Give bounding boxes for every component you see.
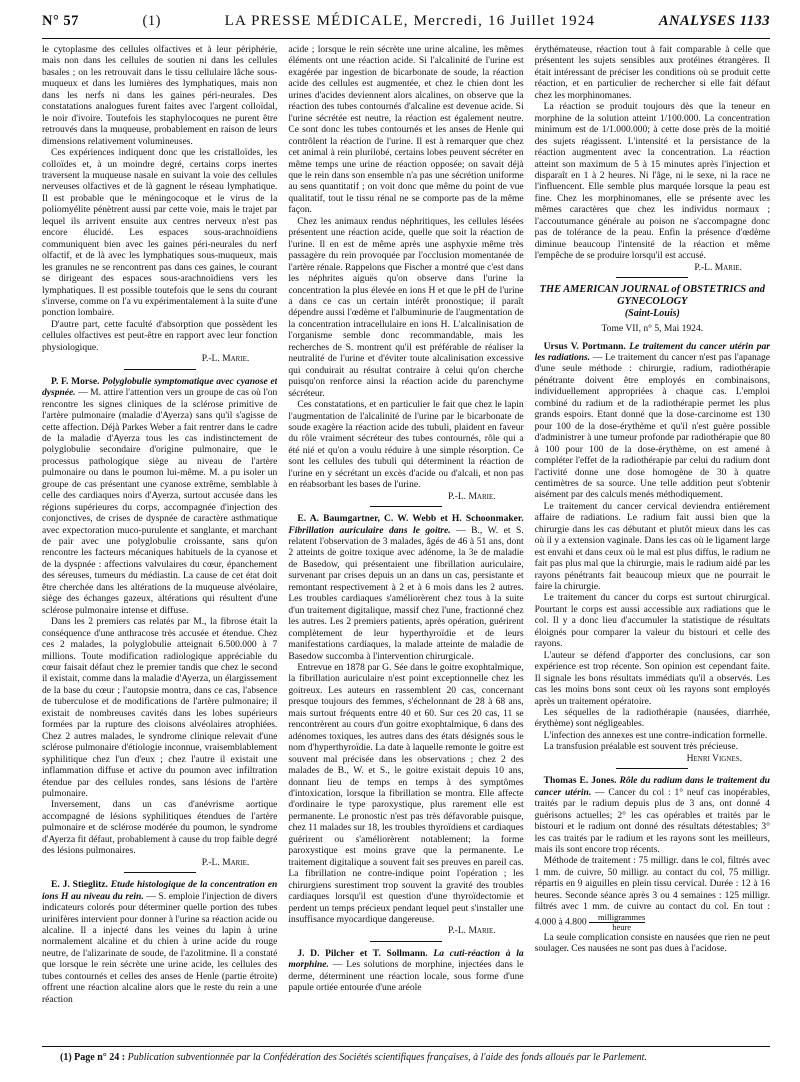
paragraph: Chez les animaux rendus néphritiques, les cellules lésées présentent une réaction acide, quelle que soit la réaction de l'urine. Il en est de même après une asphyxie même très passagère du rein provoquée par l'occlusion momentanée de l'artère rénale. Rappelons que Fischer a montré que c'est dans les néphrites aiguës qu'on observe dans l'urine la concentration la plus élevée en ions H et que le pH de l'urine a dans ce cas un certain intérêt pronostique; il paraît dépendre aussi l'œdème et l'albuminurie de l'augmentation de la concentration intracellulaire en ions H. L'alcalinisation de l'organisme semble donc recommandable, mais les recherches de S. montrent qu'il est préférable de réaliser la neutralité de l'urine et d'éviter toute alcalinisation excessive qui conduirait au résultat contraire à celui qu'on cherche puisqu'on renforce ainsi la réaction acide du parenchyme sécréteur. [288, 215, 524, 399]
footnote-text: Publication subventionnée par la Confédération des Sociétés scientifiques françaises, à l'aide des fonds alloués par le Parlement. [127, 1052, 647, 1063]
abstract-morse [42, 376, 277, 617]
journal-title: THE AMERICAN JOURNAL of OBSTETRICS and GYNECOLOGY [539, 284, 765, 308]
footnote-rule [42, 1046, 770, 1047]
paragraph: Le traitement du cancer cervical deviendra entièrement affaire de radiations. Le radium fait aussi bien que la chirurgie dans les cas débutant et plutôt mieux dans les cas où il y a extension vaginale. Dans les cas où le ligament large est envahi et dans ceux où le mal est plus diffus, le radium ne fait pas plus mal que la chirurgie, mais le radium aidé par les rayons pénétrants fait beaucoup mieux que ne pourrait le faire la chirurgie. [534, 500, 770, 593]
journal-issue: Tome VII, n° 5, Mai 1924. [601, 323, 704, 335]
column-2 [288, 44, 523, 1044]
signature: P.-L. Marie. [201, 353, 250, 365]
signature: P.-L. Marie. [201, 856, 250, 868]
article-author: J. D. Pilcher et T. Sollmann. [297, 947, 428, 959]
paragraph: Le traitement du cancer du corps est surtout chirurgical. Pourtant le corps est aussi accessible aux radiations que le col. Il y a donc lieu d'accumuler la statistique de résultats éloignés pour comparer la valeur du bistouri et celle des rayons. [534, 592, 770, 650]
paragraph: Dans les 2 premiers cas relatés par M., la fibrose était la conséquence d'une anthracose très accusée et étendue. Chez ces 2 malades, la polyglobulie atteignait 6.500.000 à 7 millions. Toute modification radiologique appréciable du cœur faisait défaut chez le premier tandis que chez le second il existait, comme dans la maladie d'Ayerza, un élargissement de la base du cœur ; l'autopsie montra, dans ce cas, l'absence de tuberculose et de modifications de l'artère pulmonaire; il existait de nombreuses cavités dans les lobes supérieurs formées par la rupture des cloisons alvéolaires atrophiées. Chez 2 autres malades, le syndrome clinique relevait d'une sclérose pulmonaire d'étiologie inconnue, vraisemblablement syphilitique chez l'un d'eux ; chez l'autre il existait une inflammation diffuse et active du poumon avec infiltration étendue par des cellules rondes, sans lésions de l'artère pulmonaire. [42, 616, 278, 799]
footnote-label: (1) Page n° 24 : [60, 1052, 126, 1063]
article-title: Rôle du radium dans le traitement du cancer utérin. [534, 775, 770, 798]
fraction [589, 913, 645, 932]
paragraph [535, 855, 770, 931]
page-header [42, 13, 770, 35]
paragraph: Ces expériences indiquent donc que les cristalloïdes, les colloïdes et, à un moindre degré, certains corps inertes traversent la muqueuse nasale en suivant la voie des cellules nerveuses olfactives et de là gagnent le réseau lymphatique. Il est probable que le méningocoque et le virus de la poliomyélite pénètrent aussi par cette voie, mais le trajet par lequel ils arrivent ensuite aux centres nerveux n'est pas encore élucidé. Les espaces sous-arachnoïdiens communiquent bien avec les gaines péri-neurales du nerf olfactif, et de là avec les lymphatiques sous-muqueux, mais les granules ne se rencontrent pas dans ces gaines, le courant se dirigeant des espaces sous-arachnoïdiens vers les lymphatiques. Il est possible toutefois que le sens du courant s'inverse, comme on l'a vu expérimentalement à la suite d'une ponction lombaire. [42, 147, 278, 319]
header-marker: (1) [142, 13, 161, 29]
article-author: Thomas E. Jones. [543, 775, 617, 787]
fraction-numerator: milligrammes [589, 913, 645, 923]
article-text: — M. attire l'attention vers un groupe de cas où l'on rencontre les signes cliniques de la sclérose primitive de l'artère pulmonaire (maladie d'Ayerza) sans qu'il s'agisse de cette affection. Déjà Parkes Weber a fait rentrer dans le cadre de la maladie d'Ayerza tous les cas indistinctement de polyglobulie secondaire d'origine pulmonaire, que le processus pathologique siège au niveau de l'artère pulmonaire ou dans le poumon lui-même. M. a pu isoler un groupe de cas présentant une cyanose extrême, semblable à celle des cardiaques noirs d'Ayerza, surtout accusée dans les régions supérieures du corps, accompagnée d'injection des conjonctives, de crises de dyspnée de caractère asthmatique avec expectoration muco-purulente et sanglante, et marchant de pair avec une polyglobulie croissante, sans qu'on rencontre les facteurs mécaniques habituels de la cyanose et de la dyspnée : affections valvulaires du cœur, épanchement des séreuses, tumeurs du médiastin. La cause de cet état doit être cherchée dans les altérations de la muqueuse alvéolaire, siège des échanges gazeux, altérations qui résultent d'une sclérose pulmonaire intense et diffuse. [42, 387, 278, 616]
paragraph: Entrevue en 1878 par G. Sée dans le goitre exophtalmique, la fibrillation auriculaire n'est point exceptionnelle chez les goitreux. Les auteurs en rassemblent 20 cas, concernant presque toujours des femmes, s'échelonnant de 28 à 68 ans, mais surtout fréquents entre 40 et 60. Sur ces 20 cas, 11 se rencontrèrent au cours d'un goitre exophtalmique, 6 dans des adénomes toxiques, les autres dans des états désignés sous le nom d'hyperthyroïdie. La date à laquelle remonte le goitre est souvent mal précisée dans les observations ; chez 2 des malades de B., W. et S., le goitre existait depuis 10 ans, donnant lieu de temps en temps à des symptômes d'intoxication, lorsque la fibrillation se montra. Elle affecte d'ordinaire le type paroxystique, plus rarement elle est permanente. Le pronostic n'est pas très défavorable puisque, chez 11 malades sur 18, les troubles thyroïdiens et cardiaques guérirent ou s'améliorèrent notablement; la forme paroxystique est moins grave que la permanente. Le traitement digitalique a souvent fait ses preuves en pareil cas. La fibrillation ne contre-indique point l'opération ; les chirurgiens surestiment trop souvent la gravité des troubles cardiaques lorsqu'il est question d'une thyroïdectomie et perdent un temps précieux pendant lequel peut s'installer une insuffisance myocardique dangereuse. [288, 662, 524, 925]
footnote [60, 1052, 770, 1063]
column-3 [535, 44, 770, 1044]
section-label: ANALYSES 1133 [658, 13, 770, 29]
separator [616, 277, 688, 278]
paragraph: Ces constatations, et en particulier le fait que chez le lapin l'augmentation de l'alcalinité de l'urine par le bicarbonate de soude exagère la réaction acide des tubuli, plaident en faveur du rôle vraiment sécréteur des tubes contournés, rôle qui a été nié et qu'on a voulu réduire à une simple résorption. Ce sont les cellules des tubuli qui déterminent la réaction de l'urine en y sécrétant un excès d'acide ou d'alcali, et non pas en réabsorbant les bases de l'urine. [288, 399, 524, 491]
paragraph: La transfusion préalable est souvent très précieuse. [543, 741, 738, 753]
paragraph: L'auteur se défend d'apporter des conclusions, car son expérience est trop récente. Son opinion est cependant faite. Il signale les bons résultats immédiats qu'il a observés. Les cas les moins bons sont ceux où les rayons sont employés après un traitement opératoire. [534, 649, 770, 707]
treatment-text: Méthode de traitement : 75 milligr. dans le col, filtrés avec 1 mm. de cuivre, 50 milligr. au contact du col, 75 milligr. répartis en 9 aiguilles en plein tissu cervical. Durée : 12 à 16 heures. Seconde séance après 3 ou 4 semaines : 125 milligr. filtrés avec 1 mm. de cuivre au contact du col. En tout : 4.000 à 4.800 [534, 855, 770, 928]
paragraph: L'infection des annexes est une contre-indication formelle. [543, 729, 768, 741]
journal-header-title: LA PRESSE MÉDICALE, Mercredi, 16 Juillet 1924 [224, 13, 596, 29]
article-author: E. A. Baumgartner, C. W. Webb et H. Schoonmaker. [297, 513, 524, 525]
article-text: — S. emploie l'injection de divers indicateurs colorés pour déterminer quelle portion des tubes urinifères intervient pour donner à l'urine sa réaction acide ou alcaline. Il a injecté dans les veines du lapin à urine normalement alcaline et du chien à urine acide du rouge neutre, de l'alizarinate de soude, de l'azolitmine. Il a constaté que lorsque le rein sécrète une urine acide, les cellules des tubes contournés et celles des anses de Henle (partie étroite) offrent une réaction alcaline alors que le reste du rein a une réaction [42, 890, 278, 1005]
separator [124, 872, 196, 873]
article-text: — Le traitement du cancer n'est pas l'apanage d'une seule méthode : chirurgie, radium, radiothérapie pénétrante doivent être employés en combinaisons, individuellement appropriées à chaque cas. L'emploi combiné du radium et de la radiothérapie permet les plus grands espoirs. Etant donné que la dose-carcinome est 130 pour 100 de la dose-érythème et qu'il n'est guère possible d'administrer à une tumeur profonde par radiothérapie que 80 à 100 pour 100 de la dose-érythème, on est amené à compléter l'effet de la radiothérapie par celui du radium dont l'activité donne une dose homogène de 30 à quatre centimètres de sa source. Une telle addition peut s'obtenir aisément par des calculs menés méthodiquement. [534, 351, 770, 501]
paragraph: La réaction se produit toujours dès que la teneur en morphine de la solution atteint 1/100.000. La concentration minimum est de 1/1.000.000; à cette dose près de la moitié des sujets réagissent. L'intensité et la persistance de la réaction augmentent avec la concentration. La réaction atteint son maximum de 5 à 15 minutes après l'injection et disparaît en 1 à 2 heures. Ni l'âge, ni le sexe, ni la race ne l'influencent. Elle semble plus marquée lorsque la peau est fine. Chez les morphinomanes, elle se présente avec les mêmes caractères que chez les individus normaux ; l'accoutumance générale au poison ne s'accompagne donc pas de tolérance de la peau. Enfin la présence d'œdème diminue beaucoup l'intensité de la réaction et même l'empêche de se produire lorsqu'il est accusé. [534, 101, 770, 262]
header-rule [42, 38, 770, 39]
separator [370, 506, 442, 507]
separator [124, 369, 196, 370]
signature: P.-L. Marie. [448, 925, 496, 937]
article-author: E. J. Stieglitz. [51, 879, 108, 891]
paragraph: acide ; lorsque le rein sécrète une urine alcaline, les mêmes éléments ont une réaction acide. Si l'alcalinité de l'urine est exagérée par ingestion de bicarbonate de soude, la réaction acide des cellules est augmentée, et chez le chien dont les urines d'acides deviennent alors alcalines, on observe que la réaction des tubes contournés d'alcaline est devenue acide. Si l'urine sécrétée est neutre, la réaction est également neutre. Ce sont donc les tubes contournés et les anses de Henle qui contrôlent la réaction de l'urine. Il est à remarquer que chez cet animal à rein plurilobé, certains lobes peuvent sécréter en même temps une urine de réaction opposée; on savait déjà que le rein dans son ensemble n'a pas une sécrétion uniforme au sens quantitatif ; on voit donc que même du point de vue qualitatif, tout le tissu rénal ne se comporte pas de la même façon. [288, 44, 524, 216]
article-author: Ursus V. Portmann. [543, 340, 626, 352]
paragraph: Inversement, dans un cas d'anévrisme aortique accompagné de lésions syphilitiques étendues de l'artère pulmonaire et de sclérose modérée du poumon, le syndrome d'Ayerza fit défaut, probablement à cause du trop faible degré des lésions pulmonaires. [42, 799, 278, 857]
paragraph: D'autre part, cette faculté d'absorption que possèdent les cellules olfactives est peut-être en rapport avec leur fonction physiologique. [42, 318, 278, 353]
abstract-baumgartner [288, 513, 523, 662]
article-text: — B., W. et S. relatent l'observation de 3 malades, âgés de 46 à 51 ans, dont 2 atteints de goitre toxique avec adénome, la 3e de maladie de Basedow, qui présentaient une fibrillation auriculaire, survenant par crises depuis un an dans un cas, persistante et remontant respectivement à 2 et à 6 mois dans les 2 autres. Les troubles cardiaques s'améliorèrent chez tous à la suite d'un traitement digitalique, massif chez l'une, fractionné chez les autres. Les 2 premiers patients, après opération, guérirent complètement de leur hyperthyroïdie et de leurs manifestations cardiaques, la malade atteinte de maladie de Basedow succomba à l'intervention chirurgicale. [288, 524, 524, 662]
article-title: Etude histologique de la concentration en ions H au niveau du rein. [42, 879, 278, 902]
article-text: — Les solutions de morphine, injectées dans le derme, déterminent une réaction locale, sous forme d'une papule ortiée entourée d'une aréole [288, 959, 524, 994]
paragraph: La seule complication consiste en nausées que rien ne peut soulager. Ces nausées ne sont pas dues à l'acidose. [534, 931, 770, 955]
abstract-pilcher [288, 948, 523, 994]
paragraph: Les séquelles de la radiothérapie (nausées, diarrhée, érythème) sont négligeables. [534, 707, 770, 730]
paragraph: érythémateuse, réaction tout à fait comparable à celle que présentent les sujets sensibles aux protéines étrangères. Il était intéressant de préciser les conditions où se produit cette réaction, et en particulier de rechercher si elle fait défaut chez les morphinomanes. [534, 44, 770, 101]
paragraph: le cytoplasme des cellules olfactives et à leur périphérie, mais non dans les cellules de soutien ni dans les cellules basales ; on les retrouvait dans le tissu cellulaire lâche sous-muqueux et dans les lumières des lymphatiques, mais non dans les nerfs ni dans les gaines péri-neurales. Des constatations analogues furent faites avec l'argent colloïdal, le noir d'ivoire. Toutefois les staphylocoques ne purent être retrouvés dans la muqueuse, probablement en raison de leurs dimensions relativement volumineuses. [42, 44, 278, 147]
abstract-stieglitz [42, 879, 277, 1005]
fraction-denominator: heure [612, 921, 632, 932]
separator [616, 768, 688, 769]
article-title: Le traitement du cancer utérin par les radiations. [534, 340, 770, 363]
article-title: Polyglobulie symptomatique avec cyanose et dyspnée. [42, 375, 278, 399]
article-author: P. F. Morse. [51, 375, 100, 387]
article-title: Fibrillation auriculaire dans le goitre. [288, 524, 451, 536]
separator [370, 941, 442, 942]
article-text: — Cancer du col : 1° neuf cas inopérables, traités par le radium depuis plus de 3 ans, ont donné 4 guérisons actuelles; 2° les cas opérables et traités par le bistouri et le radium ont donné des résultats détestables; 3° les cas traités par le radium et les rayons sont les meilleurs, mais ils sont encore trop récents. [534, 786, 770, 855]
abstract-portmann [535, 341, 770, 501]
signature: P.-L. Marie. [448, 490, 496, 502]
article-title: La cuti-réaction à la morphine. [288, 947, 524, 971]
abstract-jones [535, 775, 770, 855]
article-columns [42, 44, 770, 1044]
column-1 [42, 44, 277, 1044]
signature: P.-L. Marie. [694, 261, 742, 273]
page-number: N° 57 [42, 13, 79, 29]
signature: Henri Vignes. [686, 752, 742, 764]
journal-city: (Saint-Louis) [624, 308, 680, 320]
